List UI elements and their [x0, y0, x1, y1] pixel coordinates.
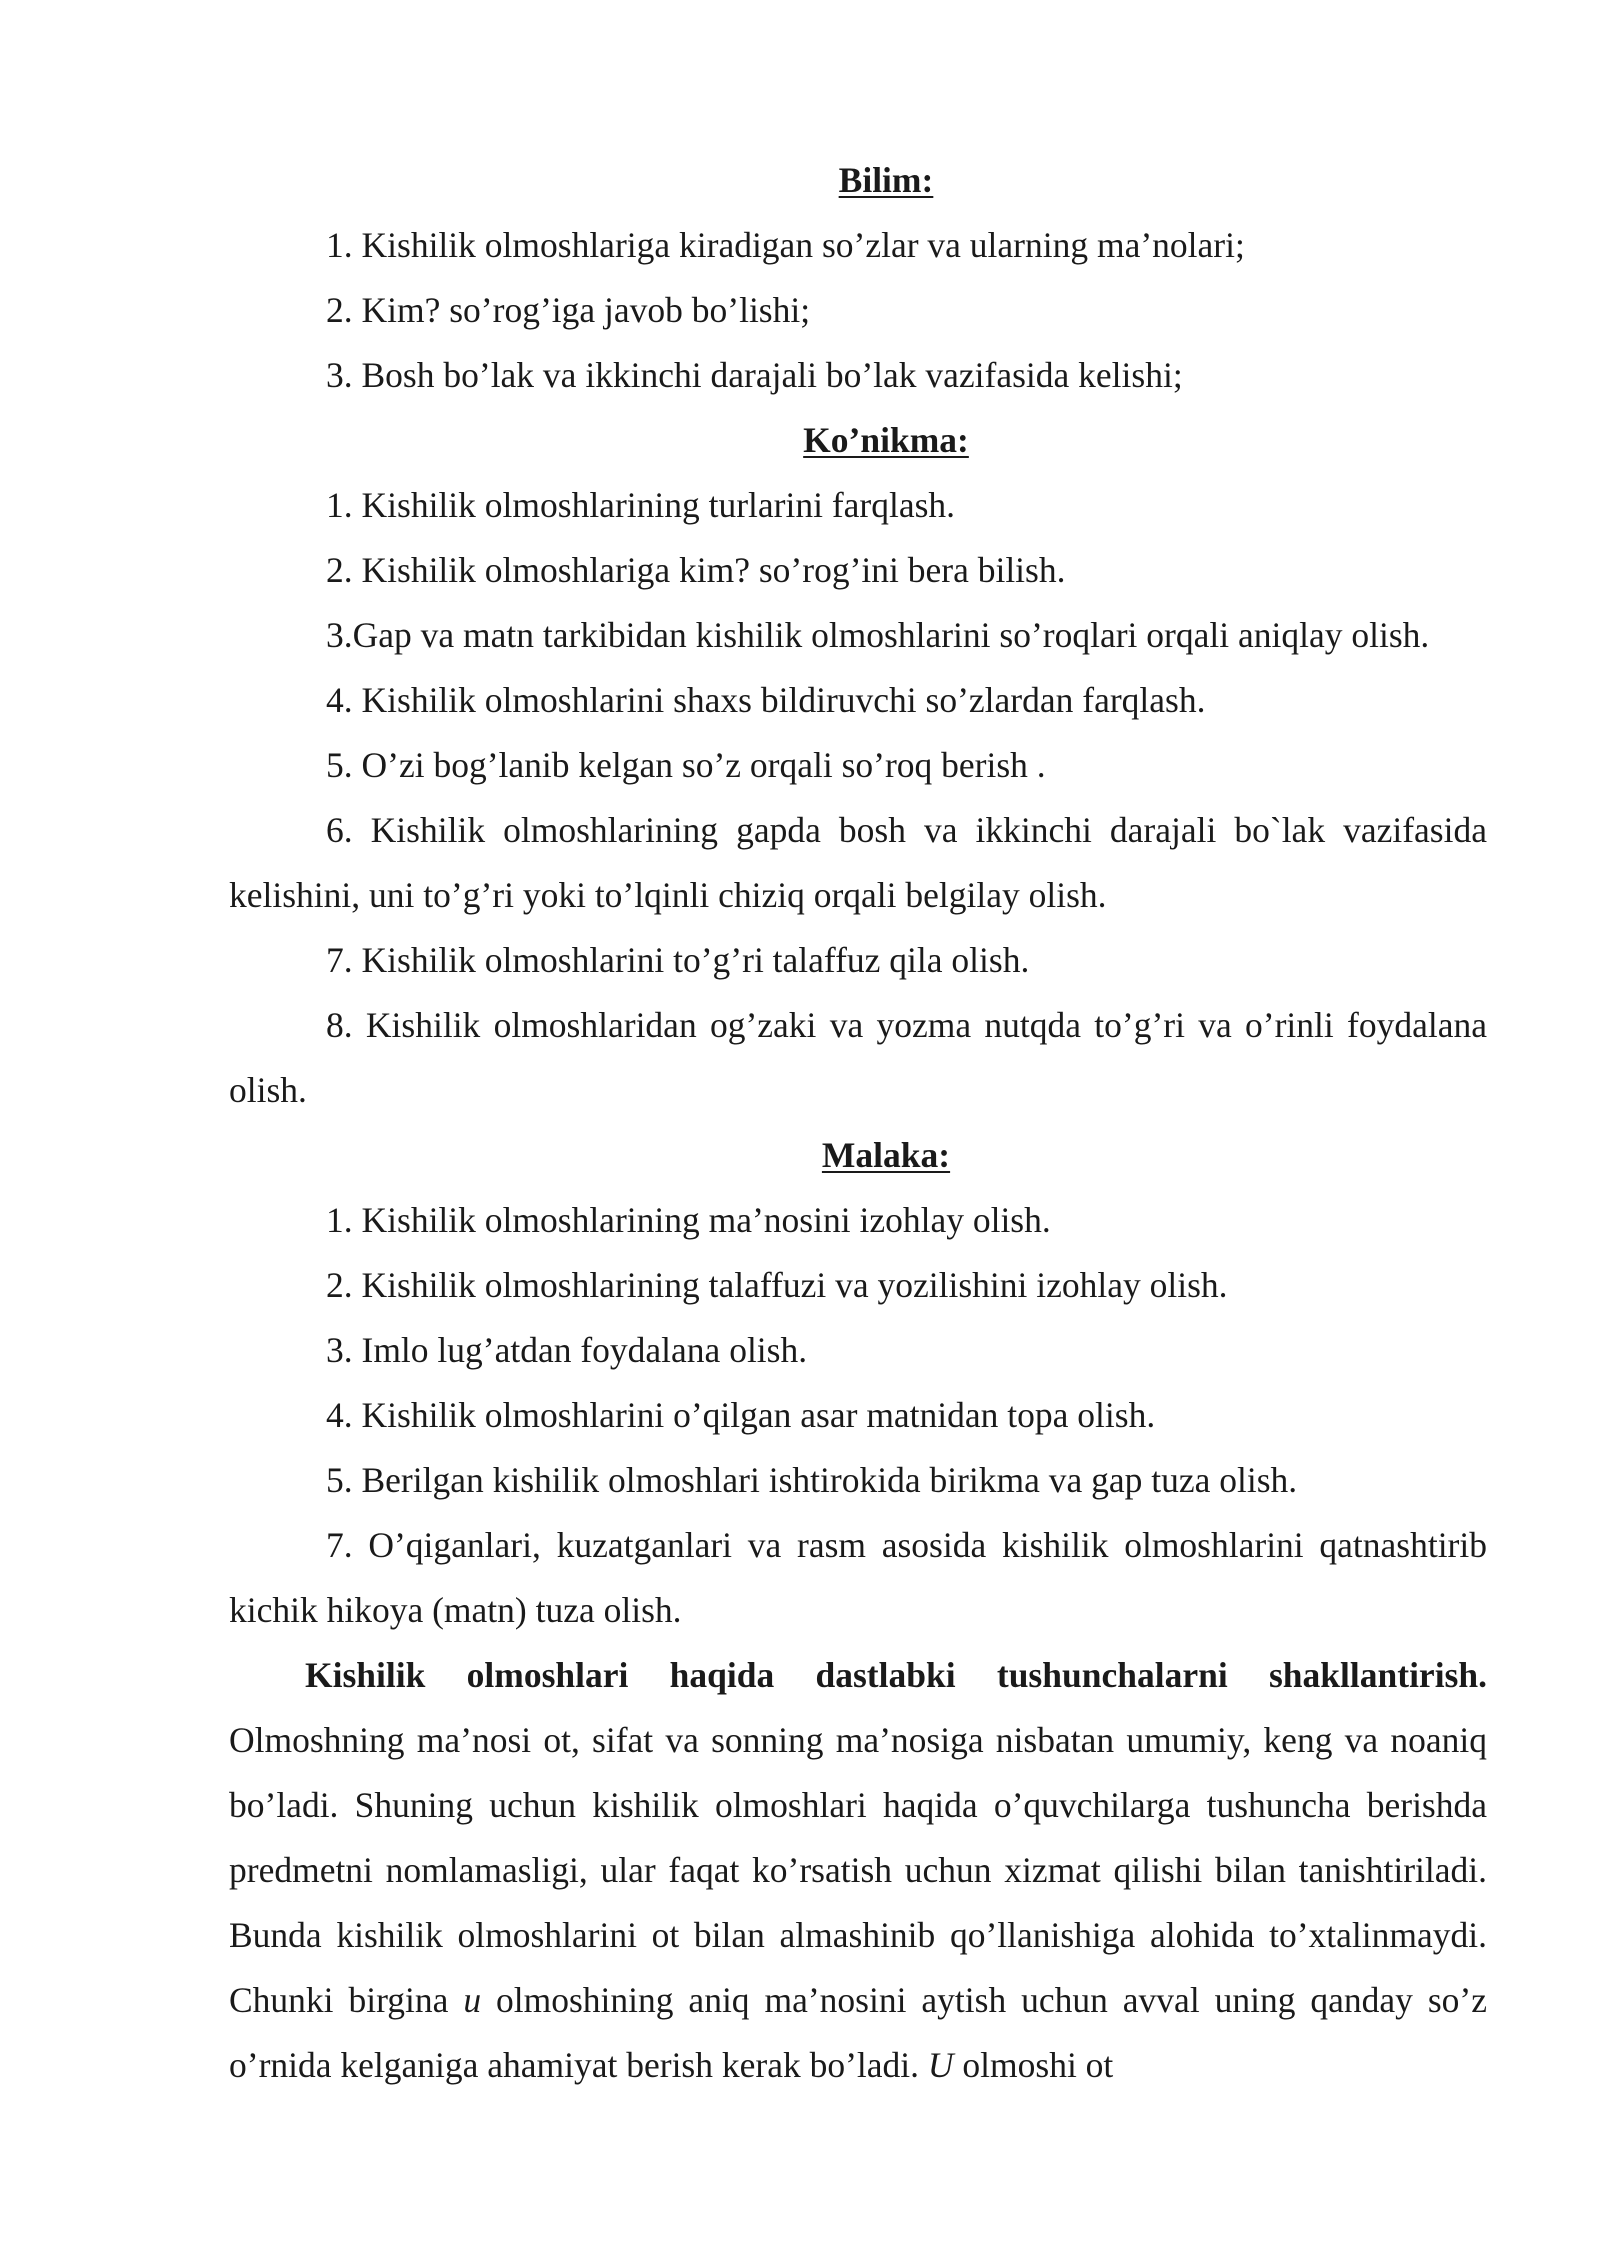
konikma-item: 1. Kishilik olmoshlarining turlarini farqlash.	[326, 485, 956, 525]
malaka-heading: Malaka:	[821, 1135, 951, 1175]
body-text-part3: olmoshi ot	[953, 2045, 1114, 2085]
body-italic-U: U	[927, 2045, 954, 2085]
malaka-item: 3. Imlo lug’atdan foydalana olish.	[326, 1330, 808, 1370]
malaka-item: 4. Kishilik olmoshlarini o’qilgan asar matnidan topa olish.	[326, 1395, 1156, 1435]
malaka-item: 2. Kishilik olmoshlarining talaffuzi va yozilishini izohlay olish.	[326, 1265, 1228, 1305]
bilim-item: 3. Bosh bo’lak va ikkinchi darajali bo’lak vazifasida kelishi;	[326, 355, 1183, 395]
body-italic-u: u	[463, 1980, 482, 2020]
malaka-item: 1. Kishilik olmoshlarining ma’nosini izohlay olish.	[326, 1200, 1051, 1240]
konikma-item-7: 7. Kishilik olmoshlarini to’g’ri talaffuz qila olish.	[326, 940, 1030, 980]
body-text-part2: olmoshining aniq ma’nosini aytish uchun avval uning qanday so’z o’rnida kelganiga ahamiyat berish kerak bo’ladi.	[229, 1980, 1487, 2085]
konikma-item-6: 6. Kishilik olmoshlarining gapda bosh va ikkinchi darajali bo`lak vazifasida kelishini, uni to’g’ri yoki to’lqinli chiziq orqali belgilay olish.	[229, 810, 1487, 915]
konikma-item: 5. O’zi bog’lanib kelgan so’z orqali so’roq berish .	[326, 745, 1046, 785]
malaka-item: 5. Berilgan kishilik olmoshlari ishtirokida birikma va gap tuza olish.	[326, 1460, 1298, 1500]
document-page	[229, 148, 1487, 2098]
konikma-item: 4. Kishilik olmoshlarini shaxs bildiruvchi so’zlardan farqlash.	[326, 680, 1206, 720]
body-bold-title: Kishilik olmoshlari haqida dastlabki tushunchalarni shakllantirish.	[305, 1655, 1487, 1695]
malaka-item-7: 7. O’qiganlari, kuzatganlari va rasm asosida kishilik olmoshlarini qatnashtirib kichik hikoya (matn) tuza olish.	[229, 1525, 1487, 1630]
konikma-item: 2. Kishilik olmoshlariga kim? so’rog’ini bera bilish.	[326, 550, 1066, 590]
konikma-item: 3.Gap va matn tarkibidan kishilik olmoshlarini so’roqlari orqali aniqlay olish.	[326, 615, 1430, 655]
body-paragraph	[229, 1643, 1487, 2098]
konikma-item-8: 8. Kishilik olmoshlaridan og’zaki va yozma nutqda to’g’ri va o’rinli foydalana olish.	[229, 1005, 1487, 1110]
body-text-part1: Olmoshning ma’nosi ot, sifat va sonning ma’nosiga nisbatan umumiy, keng va noaniq bo’ladi. Shuning uchun kishilik olmoshlari haqida o’quvchilarga tushuncha berishda predmetni nomlamasligi, ular faqat ko’rsatish uchun xizmat qilishi bilan tanishtiriladi. Bunda kishilik olmoshlarini ot bilan almashinib qo’llanishiga alohida to’xtalinmaydi. Chunki birgina	[229, 1720, 1487, 2020]
bilim-item: 2. Kim? so’rog’iga javob bo’lishi;	[326, 290, 811, 330]
bilim-heading: Bilim:	[838, 160, 934, 200]
bilim-item: 1. Kishilik olmoshlariga kiradigan so’zlar va ularning ma’nolari;	[326, 225, 1245, 265]
konikma-heading: Ko’nikma:	[803, 420, 969, 460]
